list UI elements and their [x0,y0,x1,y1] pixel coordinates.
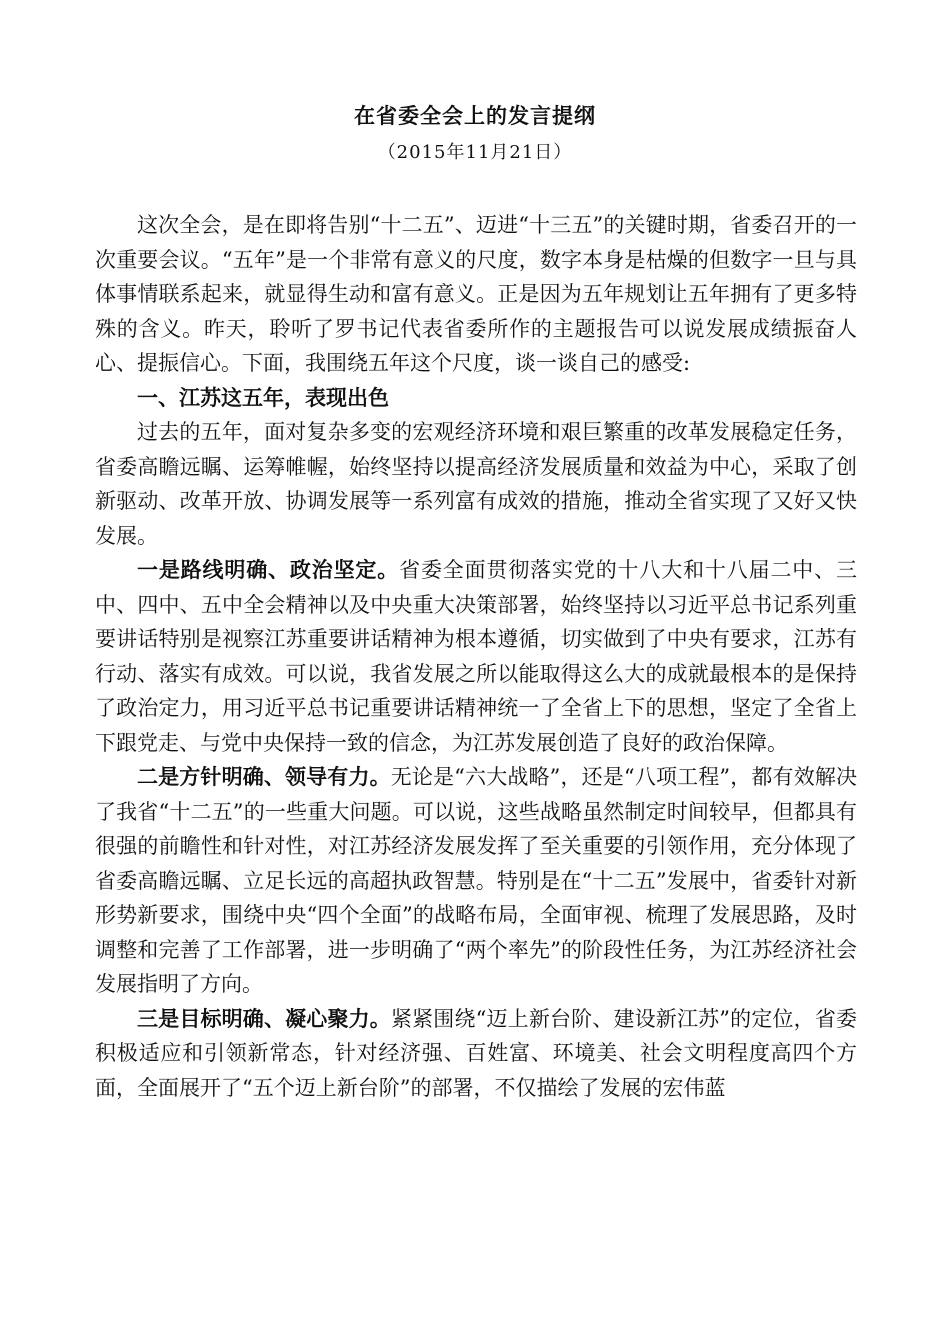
point-lead-2: 二是方针明确、领导有力。 [137,764,391,789]
intro-paragraph: 这次全会，是在即将告别“十二五”、迈进“十三五”的关键时期，省委召开的一次重要会议。“五年”是一个非常有意义的尺度，数字本身是枯燥的但数字一旦与具体事情联系起来，就显得生动和富有意义。正是因为五年规划让五年拥有了更多特殊的含义。昨天，聆听了罗书记代表省委所作的主题报告可以说发展成绩振奋人心、提振信心。下面，我围绕五年这个尺度，谈一谈自己的感受: [95,213,857,375]
point-text-3: 紧紧围绕“迈上新台阶、建设新江苏”的定位，省委积极适应和引领新常态，针对经济强、百姓富、环境美、社会文明程度高四个方面，全面展开了“五个迈上新台阶”的部署，不仅描绘了发展的宏伟蓝 [95,1006,857,1100]
document-body [95,208,857,1105]
point-text-1: 省委全面贯彻落实党的十八大和十八届二中、三中、四中、五中全会精神以及中央重大决策部署，始终坚持以习近平总书记系列重要讲话特别是视察江苏重要讲话精神为根本遵循，切实做到了中央有要求，江苏有行动、落实有成效。可以说，我省发展之所以能取得这么大的成就最根本的是保持了政治定力，用习近平总书记重要讲话精神统一了全省上下的思想，坚定了全省上下跟党走、与党中央保持一致的信念，为江苏发展创造了良好的政治保障。 [95,558,857,755]
section-heading: 一、江苏这五年，表现出色 [137,384,389,410]
point-paragraph-3 [95,1002,857,1106]
section-intro-paragraph: 过去的五年，面对复杂多变的宏观经济环境和艰巨繁重的改革发展稳定任务，省委高瞻远瞩、运筹帷幄，始终坚持以提高经济发展质量和效益为中心，采取了创新驱动、改革开放、协调发展等一系列富有成效的措施，推动全省实现了又好又快发展。 [95,420,857,548]
document-title: 在省委全会上的发言提纲 [354,103,596,128]
point-lead-3: 三是目标明确、凝心聚力。 [137,1005,391,1031]
point-paragraph-2 [95,760,857,1002]
document-date: （2015年11月21日） [377,142,573,163]
point-paragraph-1 [95,553,857,760]
point-lead-1: 一是路线明确、政治坚定。 [137,557,400,582]
point-text-2: 无论是“六大战略”，还是“八项工程”，都有效解决了我省“十二五”的一些重大问题。可以说，这些战略虽然制定时间较早，但都具有很强的前瞻性和针对性，对江苏经济发展发挥了至关重要的引领作用，充分体现了省委高瞻远瞩、立足长远的高超执政智慧。特别是在“十二五”发展中，省委针对新形势新要求，围绕中央“四个全面”的战略布局，全面审视、梳理了发展思路，及时调整和完善了工作部署，进一步明确了“两个率先”的阶段性任务，为江苏经济社会发展指明了方向。 [95,765,857,996]
